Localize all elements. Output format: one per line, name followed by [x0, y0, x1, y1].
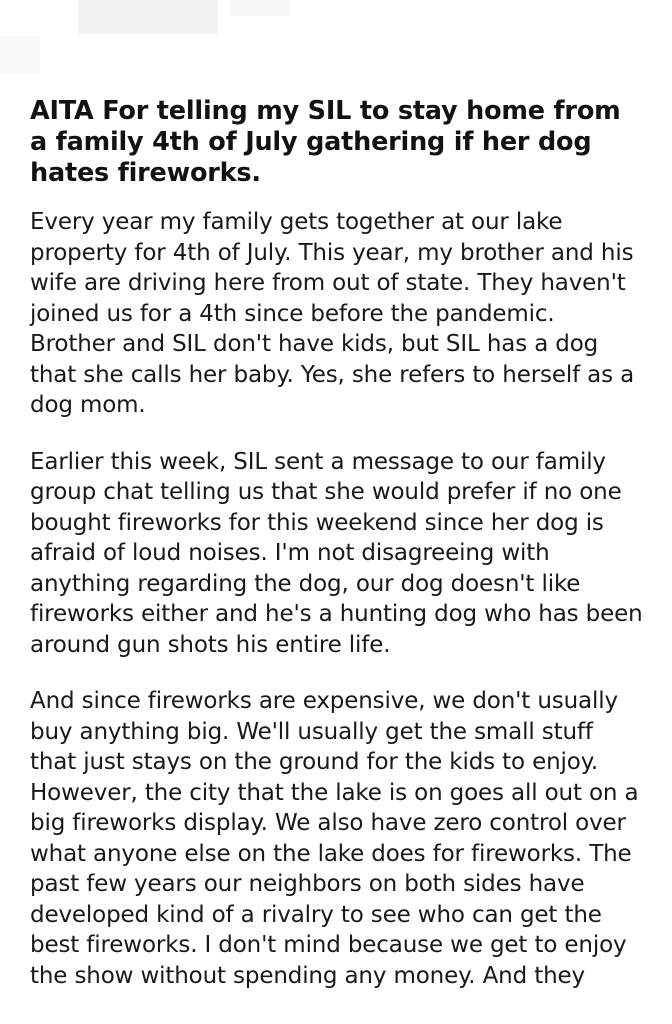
post-content: [30, 96, 646, 991]
post-title: AITA For telling my SIL to stay home from a family 4th of July gathering if her dog hates fireworks.: [30, 96, 621, 188]
artifact-block-a: [78, 0, 218, 34]
post-paragraph: Every year my family gets together at our lake property for 4th of July. This year, my brother and his wife are driving here from out of state. They haven't joined us for a 4th since before the pandemic. Brother and SIL don't have kids, but SIL has a dog that she calls her baby. Yes, she refers to herself as a dog mom.: [30, 209, 635, 418]
top-capture-artifact: [0, 0, 672, 74]
post-body: [30, 207, 646, 991]
artifact-block-c: [0, 36, 40, 74]
bottom-fade: [0, 1014, 672, 1024]
post-paragraph: And since fireworks are expensive, we don't usually buy anything big. We'll usually get the small stuff that just stays on the ground for the kids to enjoy. However, the city that the lake is on goes all out on a big fireworks display. We also have zero control over what anyone else on the lake does for fireworks. The past few years our neighbors on both sides have developed kind of a rivalry to see who can get the best fireworks. I don't mind because we get to enjoy the show without spending any money. And they: [30, 688, 639, 989]
artifact-block-b: [230, 0, 290, 16]
post-paragraph: Earlier this week, SIL sent a message to our family group chat telling us that she would prefer if no one bought fireworks for this weekend since her dog is afraid of loud noises. I'm not disagreeing with anything regarding the dog, our dog doesn't like fireworks either and he's a hunting dog who has been around gun shots his entire life.: [30, 448, 643, 658]
